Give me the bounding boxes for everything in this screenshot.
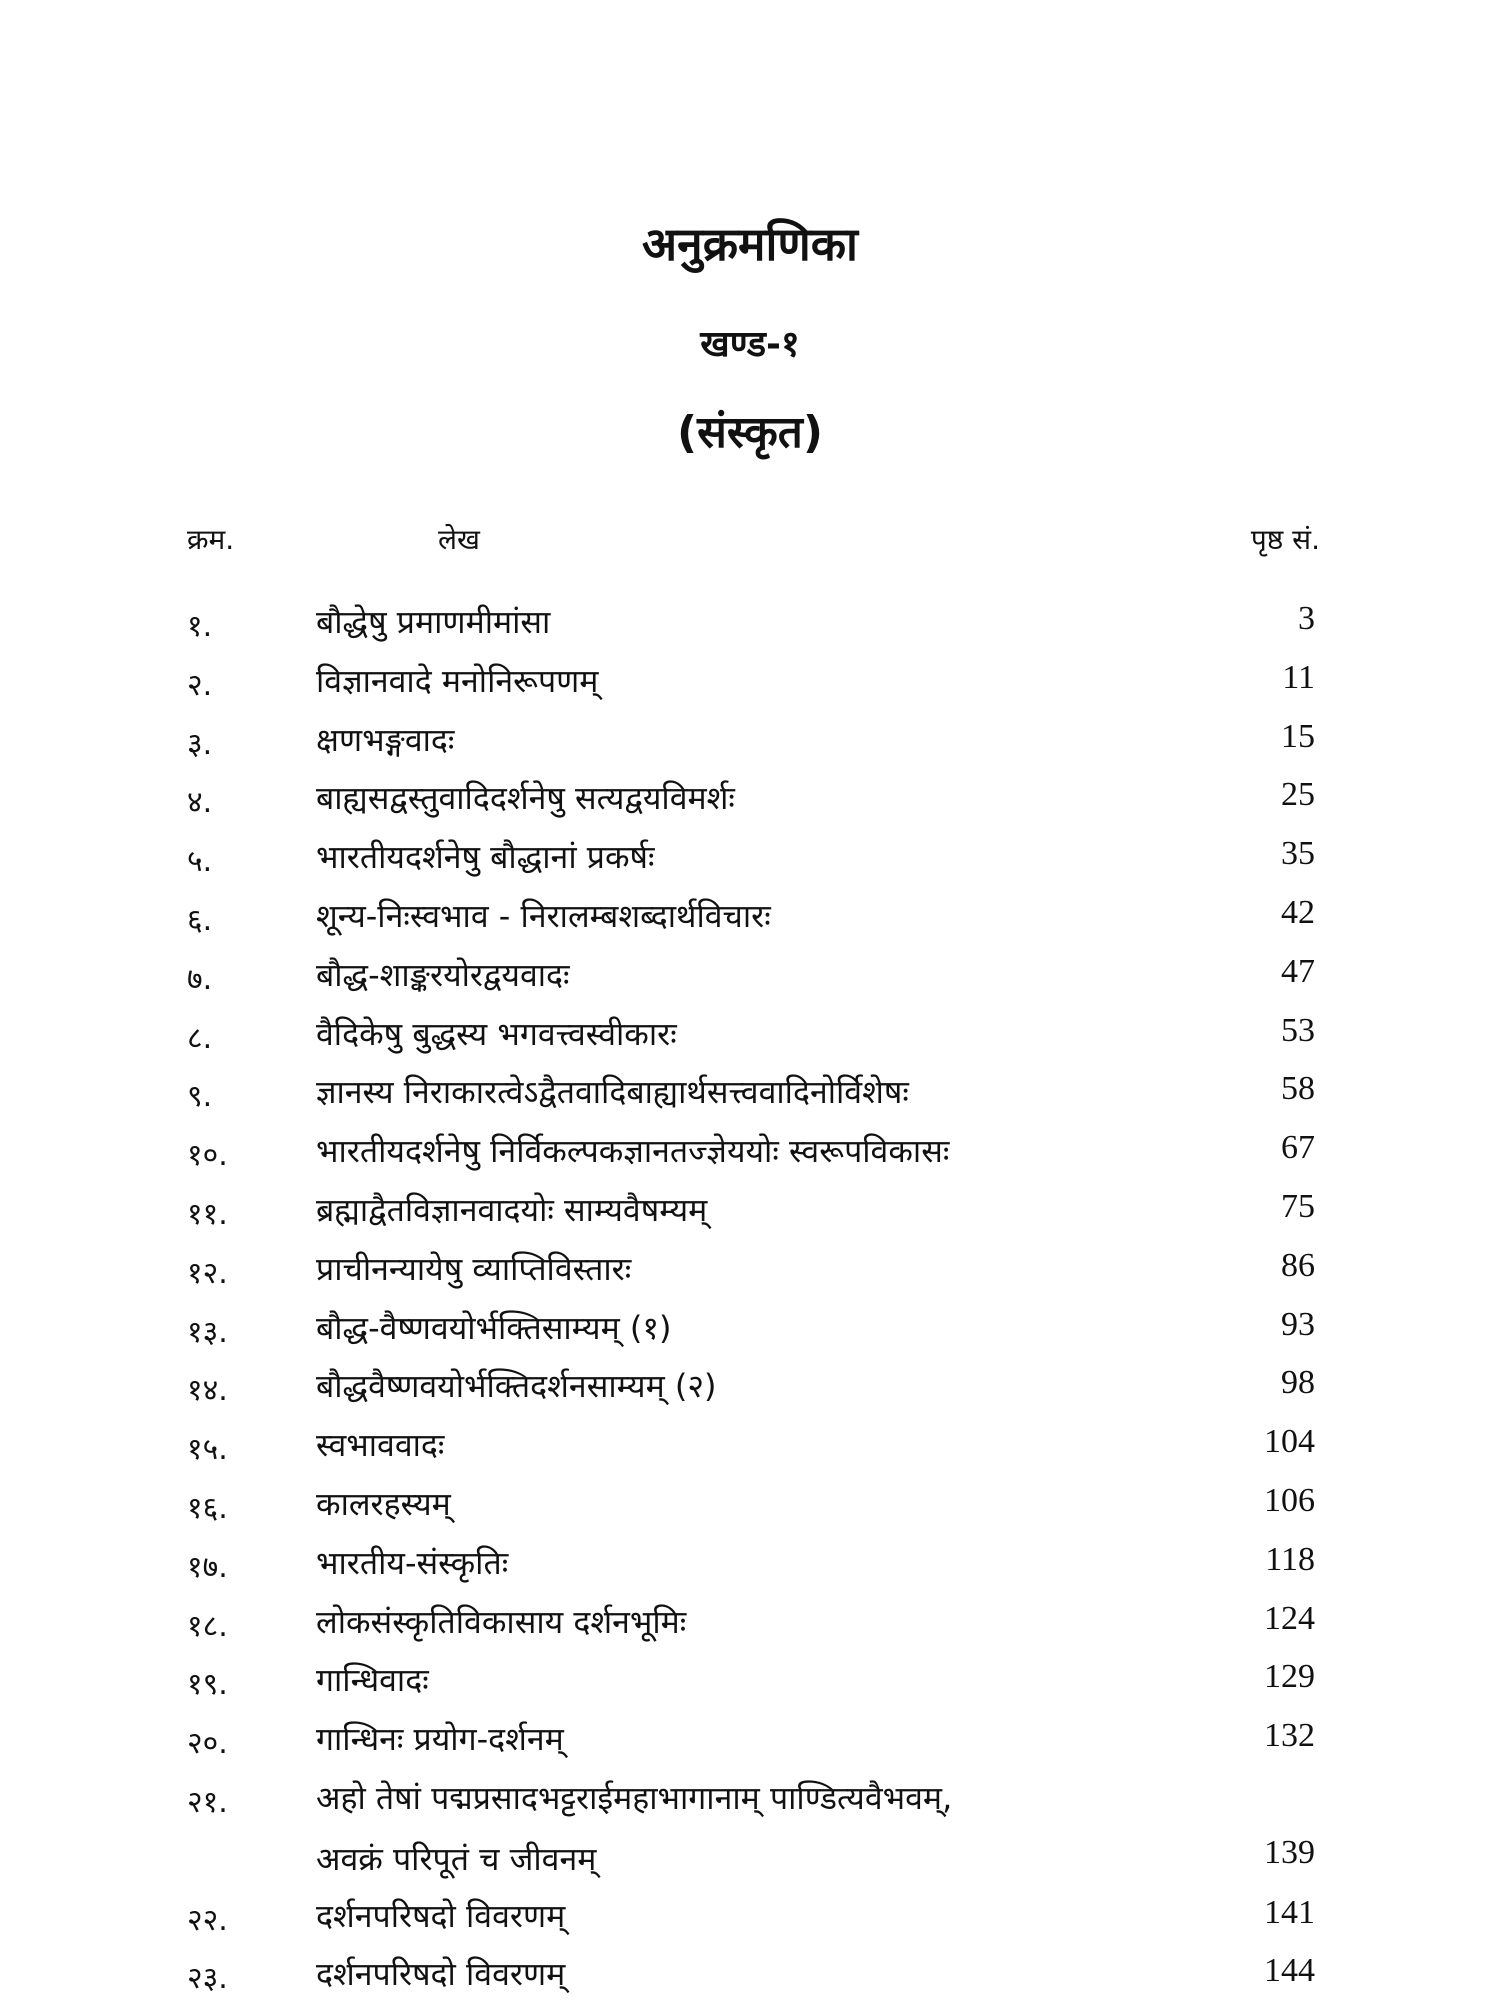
entry-title: क्षणभङ्गवादः bbox=[316, 720, 455, 759]
entry-title: बौद्ध-शाङ्करयोरद्वयवादः bbox=[316, 955, 570, 994]
toc-entry-3 bbox=[0, 714, 1500, 773]
entry-page: 25 bbox=[1281, 776, 1315, 814]
toc-entry-23 bbox=[0, 1948, 1500, 2007]
entry-number: २०. bbox=[187, 1726, 228, 1762]
toc-entry-6 bbox=[0, 890, 1500, 949]
toc-entry-22 bbox=[0, 1890, 1500, 1949]
entry-number: १३. bbox=[187, 1314, 228, 1350]
entry-title: भारतीय-संस्कृतिः bbox=[316, 1543, 509, 1582]
entry-number: ८. bbox=[187, 1020, 213, 1056]
entry-title: स्वभाववादः bbox=[316, 1426, 445, 1465]
entry-number: ५. bbox=[187, 844, 213, 880]
entry-number: २१. bbox=[187, 1784, 228, 1820]
toc-entry-11 bbox=[0, 1184, 1500, 1243]
entry-title: भारतीयदर्शनेषु बौद्धानां प्रकर्षः bbox=[316, 838, 655, 877]
entry-number: १७. bbox=[187, 1549, 228, 1585]
entry-title: ज्ञानस्य निराकारत्वेऽद्वैतवादिबाह्यार्थसत्त्ववादिनोर्विशेषः bbox=[316, 1073, 909, 1112]
entry-title: गान्धिवादः bbox=[316, 1661, 429, 1700]
toc-entry-13 bbox=[0, 1302, 1500, 1361]
entry-title: शून्य-निःस्वभाव - निरालम्बशब्दार्थविचारः bbox=[316, 896, 771, 935]
entry-title: बौद्धेषु प्रमाणमीमांसा bbox=[316, 603, 551, 641]
entry-title: विज्ञानवादे मनोनिरूपणम् bbox=[316, 661, 599, 700]
toc-entry-21 bbox=[0, 1772, 1500, 1890]
entry-title: लोकसंस्कृतिविकासाय दर्शनभूमिः bbox=[316, 1602, 687, 1641]
entry-title: प्राचीनन्यायेषु व्याप्तिविस्तारः bbox=[316, 1249, 632, 1288]
toc-entry-10 bbox=[0, 1125, 1500, 1184]
entry-page: 106 bbox=[1264, 1481, 1315, 1519]
entry-page: 53 bbox=[1281, 1011, 1315, 1049]
entry-page: 129 bbox=[1264, 1658, 1315, 1696]
entry-page: 124 bbox=[1264, 1599, 1315, 1637]
entry-number: २२. bbox=[187, 1902, 228, 1938]
toc-entry-16 bbox=[0, 1478, 1500, 1537]
entry-page: 132 bbox=[1264, 1717, 1315, 1755]
entry-number: १८. bbox=[187, 1608, 228, 1644]
entry-number: ६. bbox=[187, 902, 213, 938]
toc-entry-7 bbox=[0, 949, 1500, 1008]
entry-title: बौद्धवैष्णवयोर्भक्तिदर्शनसाम्यम् (२) bbox=[316, 1367, 717, 1406]
entry-number: १. bbox=[187, 609, 213, 644]
toc-entry-9 bbox=[0, 1066, 1500, 1125]
entry-title: ब्रह्माद्वैतविज्ञानवादयोः साम्यवैषम्यम् bbox=[316, 1190, 708, 1229]
toc-entry-5 bbox=[0, 831, 1500, 890]
entry-number: १०. bbox=[187, 1138, 228, 1174]
toc-entry-4 bbox=[0, 772, 1500, 831]
entry-number: ७. bbox=[187, 961, 213, 997]
entry-title: गान्धिनः प्रयोग-दर्शनम् bbox=[316, 1720, 564, 1759]
entry-page: 11 bbox=[1282, 658, 1315, 696]
toc-entry-2 bbox=[0, 655, 1500, 714]
entry-page: 86 bbox=[1281, 1246, 1315, 1284]
entry-number: २. bbox=[187, 667, 213, 703]
entry-page: 75 bbox=[1281, 1187, 1315, 1225]
entry-page: 98 bbox=[1281, 1364, 1315, 1402]
entry-number: १६. bbox=[187, 1490, 228, 1526]
entry-page: 15 bbox=[1281, 717, 1315, 755]
entry-page: 139 bbox=[1264, 1833, 1315, 1871]
entry-number: १४. bbox=[187, 1373, 228, 1409]
entry-title: बाह्यसद्वस्तुवादिदर्शनेषु सत्यद्वयविमर्शः bbox=[316, 779, 735, 818]
table-of-contents bbox=[0, 596, 1500, 2007]
entry-number: १५. bbox=[187, 1432, 228, 1468]
entry-page: 42 bbox=[1281, 893, 1315, 931]
entry-title: वैदिकेषु बुद्धस्य भगवत्त्वस्वीकारः bbox=[316, 1014, 677, 1053]
entry-page: 104 bbox=[1264, 1423, 1315, 1461]
language-label: (संस्कृत) bbox=[677, 407, 823, 458]
column-header-page: पृष्ठ सं. bbox=[1250, 523, 1320, 556]
entry-title: बौद्ध-वैष्णवयोर्भक्तिसाम्यम् (१) bbox=[316, 1308, 672, 1347]
entry-number: ४. bbox=[187, 785, 213, 821]
entry-page: 67 bbox=[1281, 1129, 1315, 1167]
entry-number: ९. bbox=[187, 1079, 213, 1115]
entry-page: 3 bbox=[1298, 600, 1315, 637]
entry-number: १९. bbox=[187, 1667, 228, 1703]
section-label: खण्ड-१ bbox=[700, 324, 800, 365]
column-header-number: क्रम. bbox=[187, 523, 235, 556]
entry-title-line-1: अहो तेषां पद्मप्रसादभट्टराईमहाभागानाम् पाण्डित्यवैभवम्, bbox=[316, 1778, 953, 1817]
entry-page: 144 bbox=[1264, 1952, 1315, 1990]
toc-entry-20 bbox=[0, 1713, 1500, 1772]
entry-page: 141 bbox=[1264, 1893, 1315, 1931]
toc-entry-18 bbox=[0, 1596, 1500, 1655]
entry-number: २३. bbox=[187, 1961, 228, 1997]
entry-number: १२. bbox=[187, 1255, 228, 1291]
toc-entry-1 bbox=[0, 596, 1500, 655]
entry-number: ३. bbox=[187, 726, 213, 762]
entry-page: 118 bbox=[1265, 1540, 1315, 1578]
entry-title: कालरहस्यम् bbox=[316, 1484, 451, 1523]
entry-title: भारतीयदर्शनेषु निर्विकल्पकज्ञानतज्ज्ञेययोः स्वरूपविकासः bbox=[316, 1132, 950, 1171]
entry-page: 47 bbox=[1281, 952, 1315, 990]
toc-entry-14 bbox=[0, 1360, 1500, 1419]
entry-page: 35 bbox=[1281, 835, 1315, 873]
toc-entry-8 bbox=[0, 1008, 1500, 1067]
entry-title bbox=[316, 1776, 1216, 1880]
toc-entry-19 bbox=[0, 1654, 1500, 1713]
entry-page: 58 bbox=[1281, 1070, 1315, 1108]
entry-number: ११. bbox=[187, 1196, 228, 1232]
toc-entry-15 bbox=[0, 1419, 1500, 1478]
entry-title: दर्शनपरिषदो विवरणम् bbox=[316, 1896, 566, 1935]
entry-page: 93 bbox=[1281, 1305, 1315, 1343]
toc-entry-12 bbox=[0, 1243, 1500, 1302]
entry-title-line-2: अवक्रं परिपूतं च जीवनम् bbox=[316, 1839, 597, 1878]
page-title: अनुक्रमणिका bbox=[642, 217, 858, 271]
toc-entry-17 bbox=[0, 1537, 1500, 1596]
entry-title: दर्शनपरिषदो विवरणम् bbox=[316, 1955, 566, 1994]
column-header-article: लेख bbox=[438, 523, 480, 556]
